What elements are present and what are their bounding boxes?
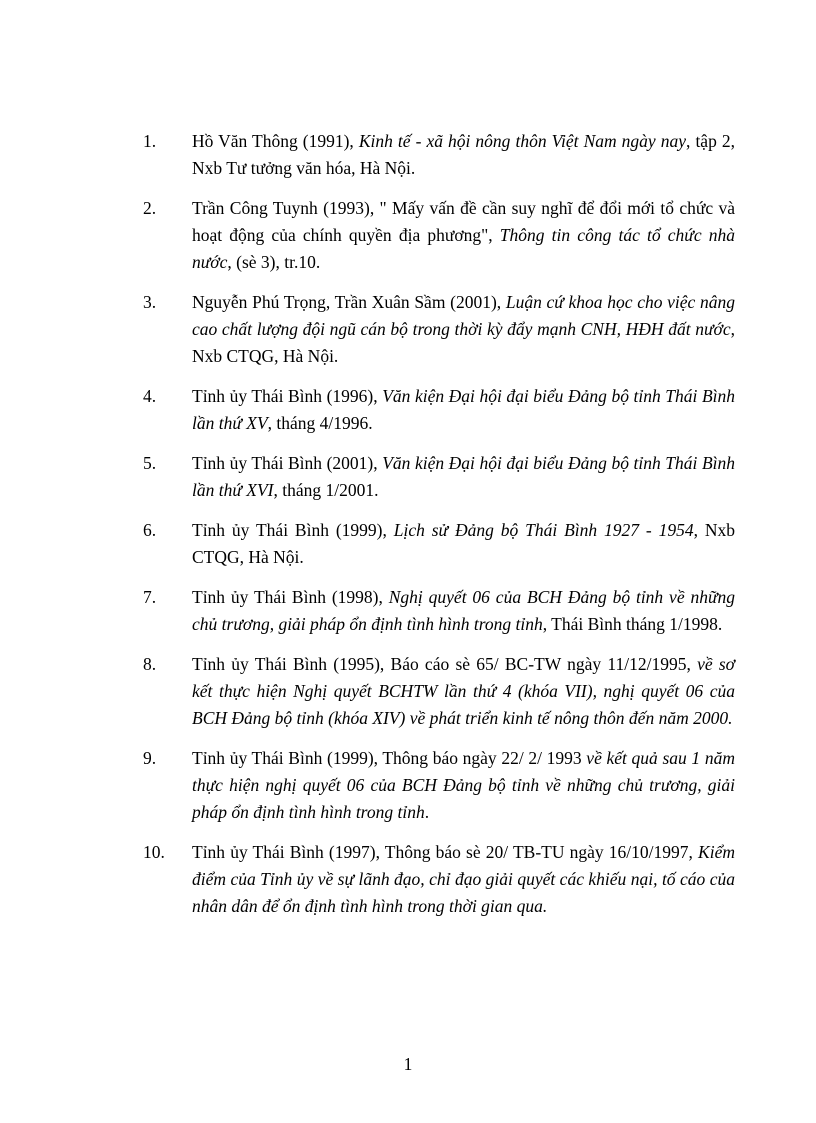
reference-title-italic: Kiểm điểm của Tỉnh ủy về sự lãnh đạo, chỉ đạo giải quyết các khiếu nại, tố cáo của nhân dân để ổn định tình hình trong thời gian qua.	[192, 842, 735, 916]
reference-list	[143, 128, 735, 933]
reference-item	[143, 651, 735, 732]
reference-text	[192, 584, 735, 638]
reference-text-segment: , Nxb CTQG, Hà Nội.	[192, 319, 735, 366]
page-number: 1	[403, 1054, 413, 1074]
reference-item	[143, 128, 735, 182]
reference-title-italic: Thông tin công tác tổ chức nhà nước	[192, 225, 735, 272]
reference-text	[192, 128, 735, 182]
reference-number: 10.	[143, 842, 165, 862]
reference-number: 7.	[143, 587, 157, 607]
reference-item	[143, 383, 735, 437]
reference-text-segment: , tháng 4/1996.	[267, 413, 373, 433]
reference-text	[192, 289, 735, 370]
reference-number: 1.	[143, 131, 157, 151]
reference-item	[143, 195, 735, 276]
reference-text-segment: , (sè 3), tr.10.	[227, 252, 321, 272]
reference-title-italic: Nghị quyết 06 của BCH Đảng bộ tỉnh về những chủ trương, giải pháp ổn định tình hình trong tỉnh	[192, 587, 736, 634]
reference-number: 4.	[143, 386, 157, 406]
reference-text-segment: Tỉnh ủy Thái Bình (1996),	[192, 386, 383, 406]
reference-text-segment: , tập 2, Nxb Tư tưởng văn hóa, Hà Nội.	[192, 131, 735, 178]
reference-title-italic: Lịch sử Đảng bộ Thái Bình 1927 - 1954	[393, 520, 694, 540]
reference-text	[192, 651, 735, 732]
reference-text-segment: Tỉnh ủy Thái Bình (1995), Báo cáo sè 65/ BC-TW ngày 11/12/1995,	[192, 654, 698, 674]
reference-item	[143, 289, 735, 370]
reference-title-italic: Văn kiện Đại hội đại biểu Đảng bộ tỉnh Thái Bình lần thứ XV	[192, 386, 736, 433]
reference-item	[143, 839, 735, 920]
reference-title-italic: về sơ kết thực hiện Nghị quyết BCHTW lần thứ 4 (khóa VII), nghị quyết 06 của BCH Đảng bộ tỉnh (khóa XIV) về phát triển kinh tế nông thôn đến năm 2000.	[192, 654, 735, 728]
reference-text-segment: Trần Công Tuynh (1993), " Mấy vấn đề cần suy nghĩ để đổi mới tổ chức và hoạt động của chính quyền địa phương",	[192, 198, 735, 245]
reference-title-italic: Văn kiện Đại hội đại biểu Đảng bộ tỉnh Thái Bình lần thứ XVI	[192, 453, 736, 500]
reference-number: 2.	[143, 198, 157, 218]
reference-text-segment: Tỉnh ủy Thái Bình (1999), Thông báo ngày 22/ 2/ 1993	[192, 748, 587, 768]
reference-item	[143, 450, 735, 504]
reference-text	[192, 450, 735, 504]
reference-text	[192, 383, 735, 437]
reference-text-segment: , Nxb CTQG, Hà Nội.	[192, 520, 735, 567]
reference-item	[143, 745, 735, 826]
reference-number: 3.	[143, 292, 157, 312]
reference-text	[192, 195, 735, 276]
reference-item	[143, 584, 735, 638]
reference-text-segment: Tỉnh ủy Thái Bình (1997), Thông báo sè 20/ TB-TU ngày 16/10/1997,	[192, 842, 699, 862]
reference-text	[192, 517, 735, 571]
reference-item	[143, 517, 735, 571]
reference-text-segment: .	[424, 802, 430, 822]
reference-text-segment: , Thái Bình tháng 1/1998.	[542, 614, 723, 634]
reference-title-italic: Kinh tế - xã hội nông thôn Việt Nam ngày nay	[358, 131, 687, 151]
reference-text	[192, 745, 735, 826]
reference-text-segment: Tỉnh ủy Thái Bình (2001),	[192, 453, 383, 473]
reference-text-segment: Hồ Văn Thông (1991),	[192, 131, 359, 151]
reference-text-segment: Nguyễn Phú Trọng, Trần Xuân Sầm (2001),	[192, 292, 506, 312]
reference-number: 5.	[143, 453, 157, 473]
reference-text	[192, 839, 735, 920]
reference-title-italic: Luận cứ khoa học cho việc nâng cao chất lượng đội ngũ cán bộ trong thời kỳ đẩy mạnh CNH, HĐH đất nước	[192, 292, 736, 339]
reference-title-italic: về kết quả sau 1 năm thực hiện nghị quyết 06 của BCH Đảng bộ tỉnh về những chủ trương, giải pháp ổn định tình hình trong tỉnh	[192, 748, 735, 822]
reference-text-segment: , tháng 1/2001.	[273, 480, 379, 500]
reference-number: 8.	[143, 654, 157, 674]
reference-text-segment: Tỉnh ủy Thái Bình (1999),	[192, 520, 394, 540]
reference-text-segment: Tỉnh ủy Thái Bình (1998),	[192, 587, 389, 607]
reference-number: 9.	[143, 748, 157, 768]
reference-number: 6.	[143, 520, 157, 540]
